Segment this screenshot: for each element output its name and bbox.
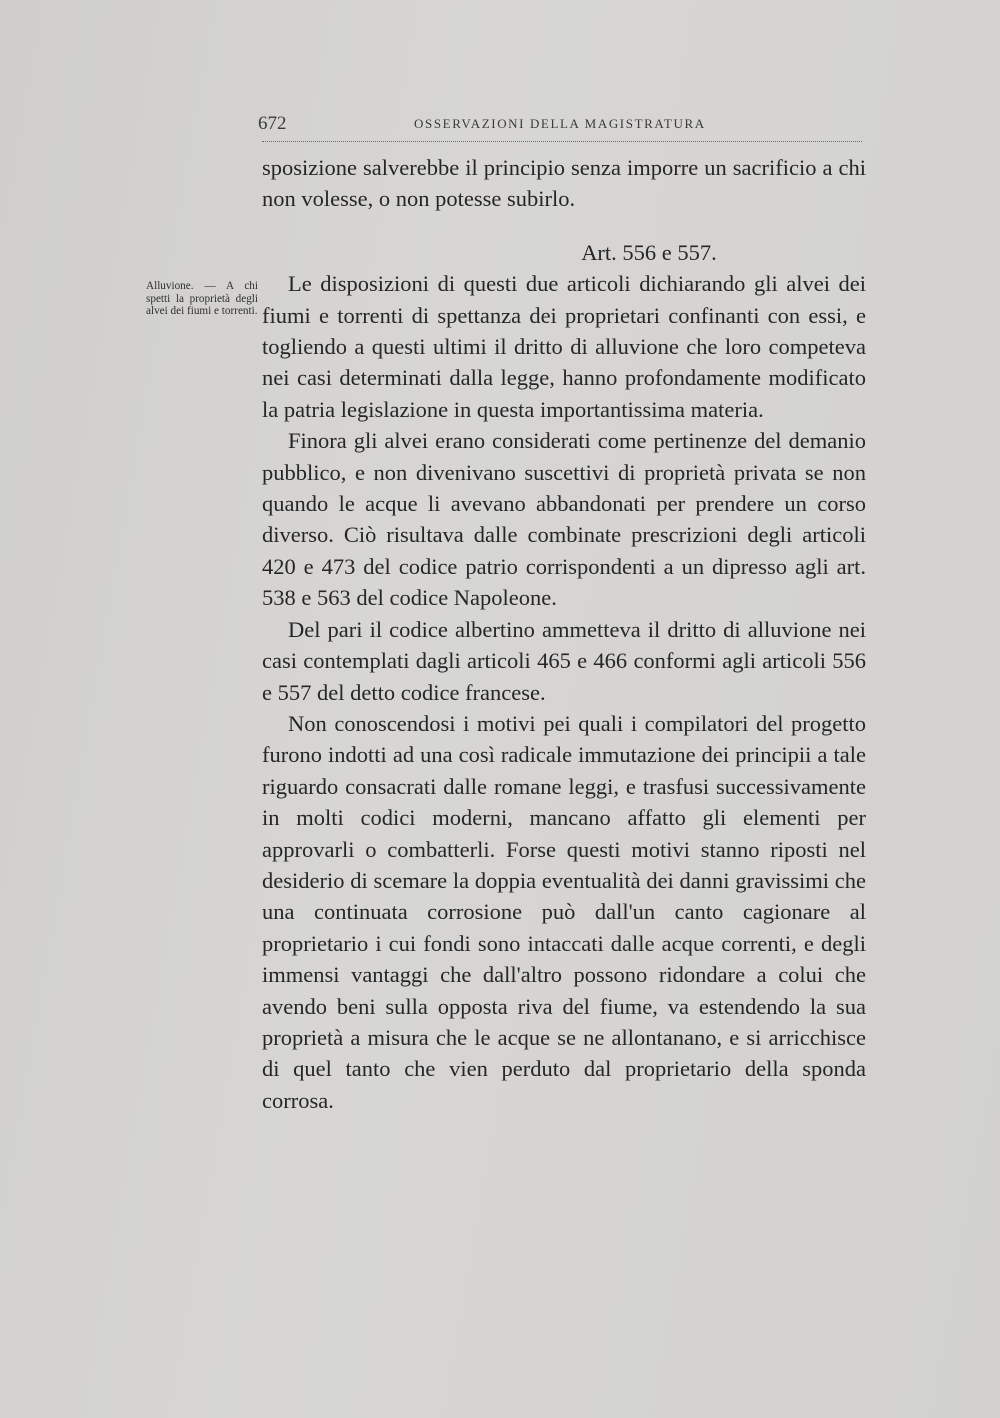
article-heading: Art. 556 e 557. <box>581 239 717 265</box>
margin-note: Alluvione. — A chi spetti la proprietà degli alvei dei fiumi e torrenti. <box>146 280 258 318</box>
continuation-paragraph: sposizione salverebbe il principio senza imporre un sacrificio a chi non volesse, o non potesse subirlo. <box>262 155 866 212</box>
page-number: 672 <box>258 113 287 134</box>
body-text <box>262 152 866 1116</box>
paragraph-4: Non conoscendosi i motivi pei quali i compilatori del progetto furono indotti ad una così radicale immutazione dei principii a tale riguardo consacrati dalle romane leggi, e trasfusi successivamente in molti codici moderni, mancano affatto gli elementi per approvarli o combatterli. Forse questi motivi stanno riposti nel desiderio di scemare la doppia eventualità dei danni gravissimi che una continuata corrosione può dall'un canto cagionare al proprietario i cui fondi sono intaccati dalle acque correnti, e degli immensi vantaggi che dall'altro possono ridondare a colui che avendo beni sulla opposta riva del fiume, va estendendo la sua proprietà a misura che le acque se ne allontanano, e si arricchisce di quel tanto che vien perduto dal proprietario della sponda corrosa. <box>262 710 866 1113</box>
paragraph-1: Le disposizioni di questi due articoli dichiarando gli alvei dei fiumi e torrenti di spettanza dei proprietari confinanti con essi, e togliendo a questi ultimi il dritto di alluvione che loro competeva nei casi determinati dalla legge, hanno profondamente modificato la patria legislazione in questa importantissima materia. <box>262 271 866 422</box>
paragraph-3: Del pari il codice albertino ammetteva il dritto di alluvione nei casi contemplati dagli articoli 465 e 466 conformi agli articoli 556 e 557 del detto codice francese. <box>262 616 866 705</box>
paragraph-2: Finora gli alvei erano considerati come pertinenze del demanio pubblico, e non divenivano suscettivi di proprietà privata se non quando le acque li avevano abbandonati per prendere un corso diverso. Ciò risultava dalle combinate prescrizioni degli articoli 420 e 473 del codice patrio corrispondenti a un dipresso agli art. 538 e 563 del codice Napoleone. <box>262 428 866 611</box>
header-rule <box>262 141 862 142</box>
running-head: OSSERVAZIONI DELLA MAGISTRATURA <box>414 116 706 131</box>
page-header <box>258 113 858 137</box>
